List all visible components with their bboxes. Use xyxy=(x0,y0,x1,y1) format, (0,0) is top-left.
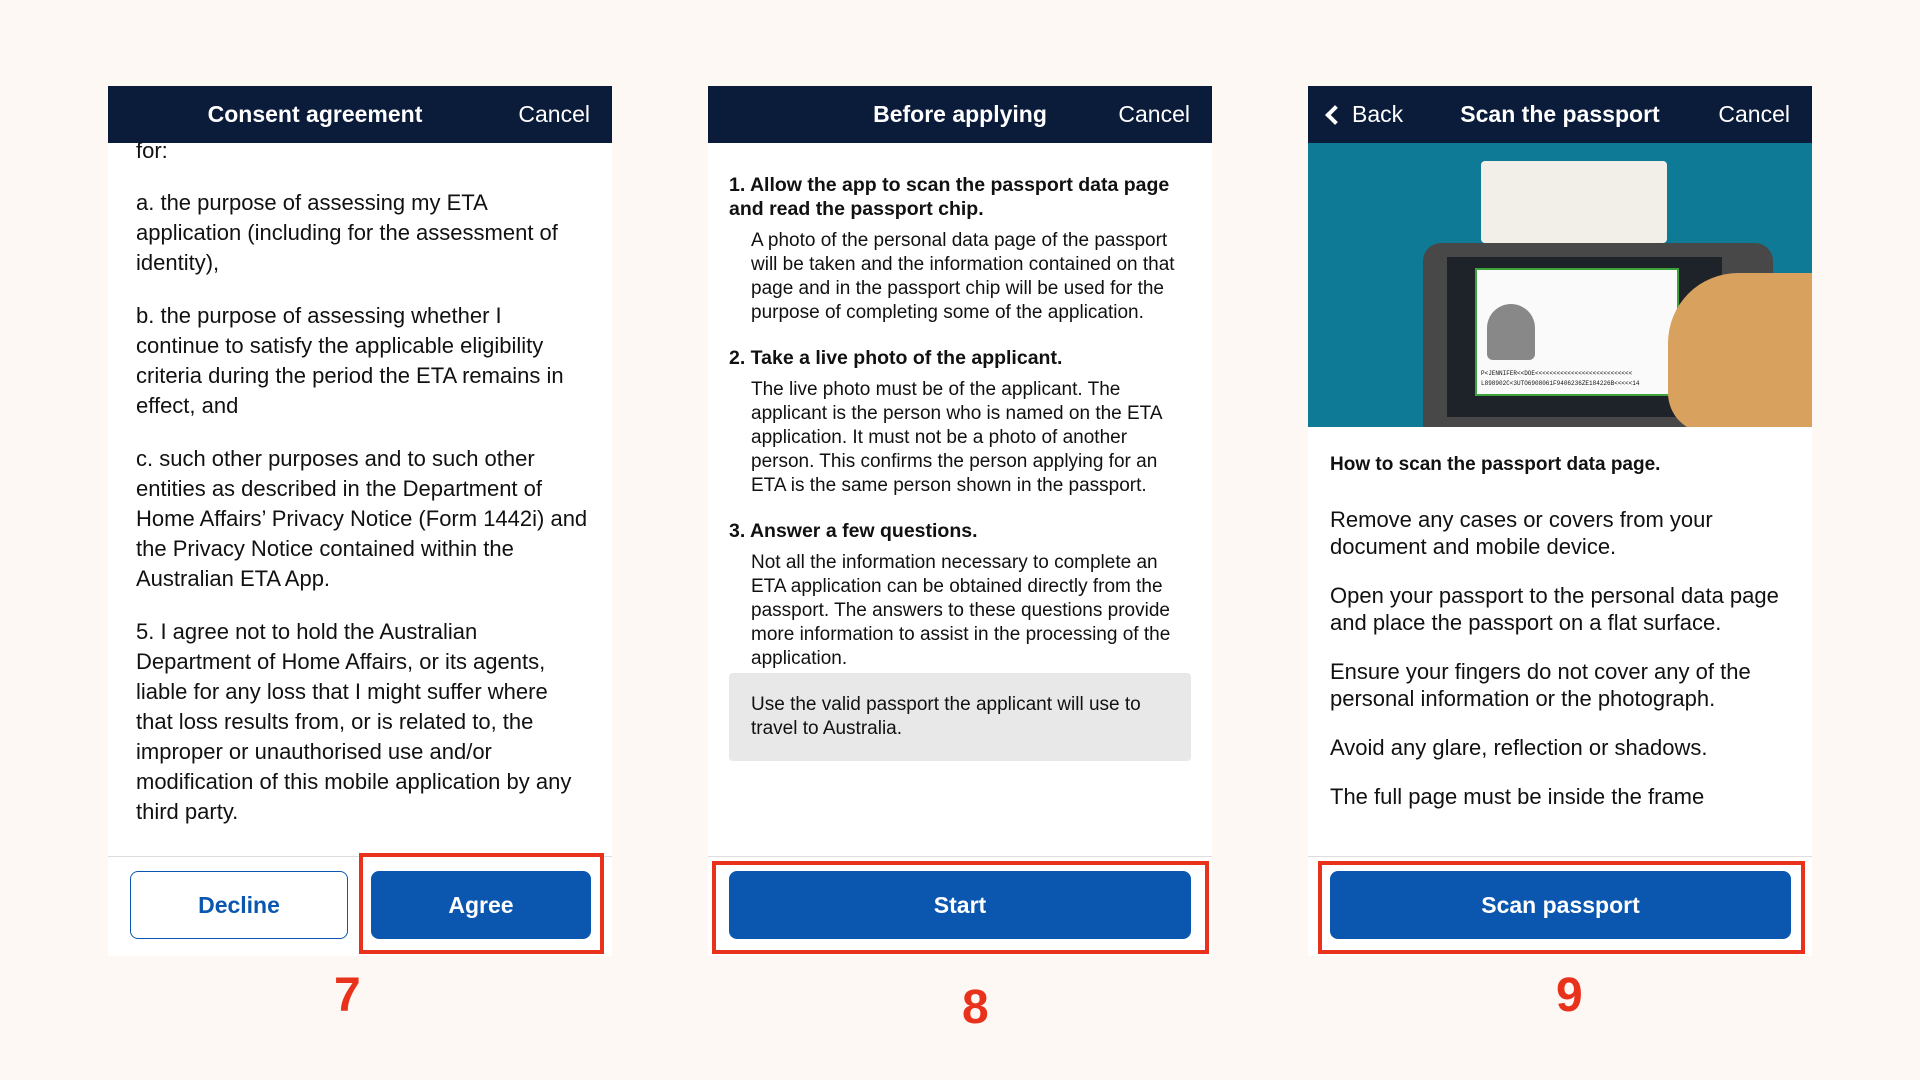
paragraph: Open your passport to the personal data page and place the passport on a flat surface. xyxy=(1330,583,1779,635)
hand-icon xyxy=(1668,273,1812,427)
nav-header xyxy=(1308,86,1812,143)
decline-button[interactable]: Decline xyxy=(130,871,348,939)
cancel-button[interactable]: Cancel xyxy=(1718,101,1790,127)
paragraph: b. the purpose of assessing whether I continue to satisfy the applicable eligibility criteria during the period the ETA remains in effect, and xyxy=(136,303,564,418)
start-button[interactable]: Start xyxy=(729,871,1191,939)
step-title: 2. Take a live photo of the applicant. xyxy=(729,347,1063,369)
highlight-box xyxy=(1318,861,1805,954)
screen-title: Scan the passport xyxy=(1460,101,1660,127)
scan-passport-screen xyxy=(1308,86,1812,956)
agree-button[interactable]: Agree xyxy=(371,871,591,939)
passport-scan-illustration xyxy=(1308,143,1812,427)
consent-screen xyxy=(108,86,612,956)
paragraph: The full page must be inside the frame xyxy=(1330,784,1705,809)
paragraph: a. the purpose of assessing my ETA application (including for the assessment of identity), xyxy=(136,190,558,275)
highlight-box xyxy=(359,853,604,954)
paragraph: c. such other purposes and to such other entities as described in the Department of Home Affairs’ Privacy Notice (Form 1442i) and the Privacy Notice contained within the Australian ETA App. xyxy=(136,446,588,591)
nav-header xyxy=(108,86,612,143)
nav-header xyxy=(708,86,1212,143)
step-title: 3. Answer a few questions. xyxy=(729,520,978,542)
paragraph: Remove any cases or covers from your document and mobile device. xyxy=(1330,507,1713,559)
step-number: 7 xyxy=(334,969,361,1022)
paragraph: for: xyxy=(136,138,168,163)
section-heading: How to scan the passport data page. xyxy=(1330,454,1661,475)
instructions[interactable] xyxy=(708,143,1212,856)
mrz-line: P<JENNIFER<<DOE<<<<<<<<<<<<<<<<<<<<<<<<<<< xyxy=(1481,370,1633,377)
passport-data-page xyxy=(1475,268,1679,396)
scan-passport-button[interactable]: Scan passport xyxy=(1330,871,1791,939)
screen-title: Before applying xyxy=(873,101,1047,127)
portrait-icon xyxy=(1487,304,1535,360)
paragraph: Ensure your fingers do not cover any of the personal information or the photograph. xyxy=(1330,659,1751,711)
step-body: A photo of the personal data page of the passport will be taken and the information contained on that page and in the passport chip will be used for the purpose of completing some of the application. xyxy=(751,230,1175,323)
note-box: Use the valid passport the applicant will use to travel to Australia. xyxy=(729,673,1191,761)
step-number: 9 xyxy=(1556,969,1583,1022)
instructions[interactable] xyxy=(1308,143,1812,856)
mrz-line: L898902C<3UTO6908061F9406236ZE184226B<<<<<14 xyxy=(1481,380,1640,387)
cancel-button[interactable]: Cancel xyxy=(1118,101,1190,127)
screen-title: Consent agreement xyxy=(207,101,423,127)
back-label: Back xyxy=(1352,101,1404,127)
step-number: 8 xyxy=(962,981,989,1034)
before-applying-screen xyxy=(708,86,1212,956)
paragraph: Avoid any glare, reflection or shadows. xyxy=(1330,735,1708,760)
cancel-button[interactable]: Cancel xyxy=(518,101,590,127)
step-body: The live photo must be of the applicant. The applicant is the person who is named on the ETA application. It must not be a photo of another person. This confirms the person applying for an ETA is the same person shown in the passport. xyxy=(751,379,1162,496)
step-title: 1. Allow the app to scan the passport data page and read the passport chip. xyxy=(729,174,1170,220)
step-body: Not all the information necessary to complete an ETA application can be obtained directly from the passport. The answers to these questions provide more information to assist in the processing of the application. xyxy=(751,552,1171,669)
consent-text[interactable] xyxy=(108,136,612,856)
highlight-box xyxy=(712,861,1209,954)
paragraph: 5. I agree not to hold the Australian Department of Home Affairs, or its agents, liable for any loss that I might suffer where that loss results from, or is related to, the improper or unauthorised use and/or modification of this mobile application by any third party. xyxy=(136,619,572,824)
passport-upper-page xyxy=(1481,161,1667,243)
